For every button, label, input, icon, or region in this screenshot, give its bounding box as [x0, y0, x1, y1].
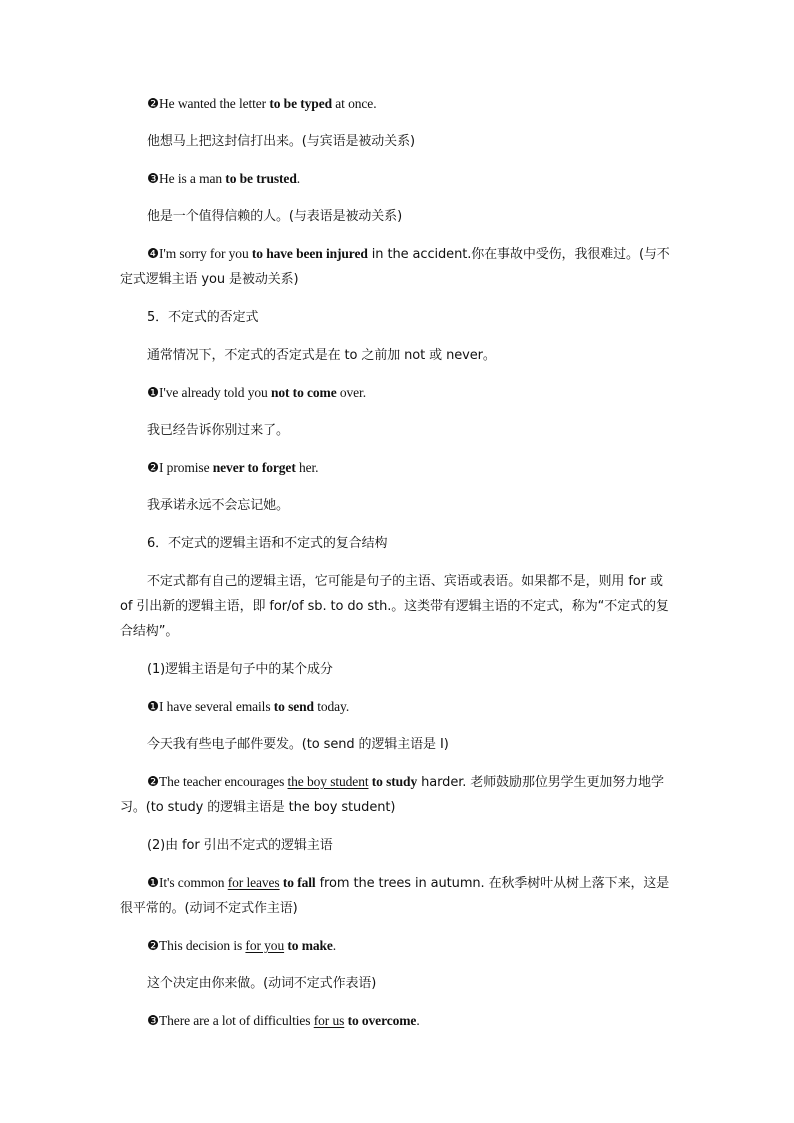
- paragraph: [120, 971, 676, 996]
- bold-text: to overcome: [347, 1013, 417, 1028]
- bold-text: to fall: [282, 875, 316, 890]
- paragraph: [120, 871, 676, 921]
- bold-text: to have been injured: [251, 246, 368, 261]
- text-run: ❷The teacher encourages: [147, 774, 288, 789]
- paragraph: [120, 92, 676, 116]
- text-run: ❷He wanted the letter: [147, 96, 270, 111]
- text-run: (2)由 for 引出不定式的逻辑主语: [147, 838, 333, 853]
- text-run: ❶It's common: [147, 875, 228, 890]
- paragraph: [120, 343, 676, 368]
- paragraph: [120, 732, 676, 757]
- text-run: 他是一个值得信赖的人。(与表语是被动关系): [147, 209, 403, 224]
- text-run: today.: [313, 699, 350, 714]
- paragraph: [120, 305, 676, 330]
- text-run: in the accident.你在事故中受伤，我很难过。(与不定式逻辑主语 you 是被动关系): [120, 247, 670, 287]
- paragraph: [120, 934, 676, 958]
- text-run: ❹I'm sorry for you: [147, 246, 252, 261]
- bold-text: to send: [273, 699, 314, 714]
- bold-text: not to come: [270, 385, 337, 400]
- paragraph: [120, 167, 676, 191]
- text-run: 我承诺永远不会忘记她。: [147, 498, 289, 513]
- text-run: 我已经告诉你别过来了。: [147, 423, 289, 438]
- paragraph: [120, 381, 676, 405]
- paragraph: [120, 695, 676, 719]
- underlined-text: for leaves: [227, 875, 280, 890]
- text-run: .: [296, 171, 301, 186]
- text-run: at once.: [332, 96, 377, 111]
- text-run: (1)逻辑主语是句子中的某个成分: [147, 662, 333, 677]
- text-run: ❷I promise: [147, 460, 213, 475]
- text-run: ❸There are a lot of difficulties: [147, 1013, 314, 1028]
- text-run: 5．不定式的否定式: [147, 310, 259, 325]
- document-body: [120, 92, 676, 1033]
- paragraph: [120, 657, 676, 682]
- text-run: 不定式都有自己的逻辑主语，它可能是句子的主语、宾语或表语。如果都不是，则用 for 或 of 引出新的逻辑主语，即 for/of sb. to do sth.。这类带有逻辑主语的不定式，称为“不定式的复合结构”。: [120, 574, 669, 639]
- text-run: harder. 老师鼓励那位男学生更加努力地学习。(to study 的逻辑主语是 the boy student): [120, 775, 664, 815]
- text-run: ❷This decision is: [147, 938, 246, 953]
- paragraph: [120, 456, 676, 480]
- paragraph: [120, 531, 676, 556]
- bold-text: never to forget: [212, 460, 296, 475]
- text-run: 通常情况下，不定式的否定式是在 to 之前加 not 或 never。: [147, 348, 496, 363]
- bold-text: to be trusted: [225, 171, 297, 186]
- text-run: over.: [336, 385, 366, 400]
- bold-text: to be typed: [269, 96, 333, 111]
- paragraph: [120, 242, 676, 292]
- paragraph: [120, 493, 676, 518]
- text-run: .: [332, 938, 337, 953]
- paragraph: [120, 1009, 676, 1033]
- paragraph: [120, 770, 676, 820]
- paragraph: [120, 569, 676, 644]
- underlined-text: the boy student: [287, 774, 369, 789]
- text-run: 6．不定式的逻辑主语和不定式的复合结构: [147, 536, 388, 551]
- underlined-text: for us: [313, 1013, 345, 1028]
- text-run: 今天我有些电子邮件要发。(to send 的逻辑主语是 I): [147, 737, 449, 752]
- bold-text: to make: [287, 938, 333, 953]
- text-run: ❶I've already told you: [147, 385, 271, 400]
- text-run: ❸He is a man: [147, 171, 226, 186]
- bold-text: to study: [371, 774, 418, 789]
- text-run: from the trees in autumn. 在秋季树叶从树上落下来，这是很平常的。(动词不定式作主语): [120, 876, 670, 916]
- text-run: her.: [295, 460, 319, 475]
- underlined-text: for you: [245, 938, 285, 953]
- paragraph: [120, 204, 676, 229]
- text-run: 这个决定由你来做。(动词不定式作表语): [147, 976, 377, 991]
- paragraph: [120, 418, 676, 443]
- text-run: ❶I have several emails: [147, 699, 274, 714]
- paragraph: [120, 833, 676, 858]
- text-run: .: [416, 1013, 420, 1028]
- text-run: 他想马上把这封信打出来。(与宾语是被动关系): [147, 134, 415, 149]
- paragraph: [120, 129, 676, 154]
